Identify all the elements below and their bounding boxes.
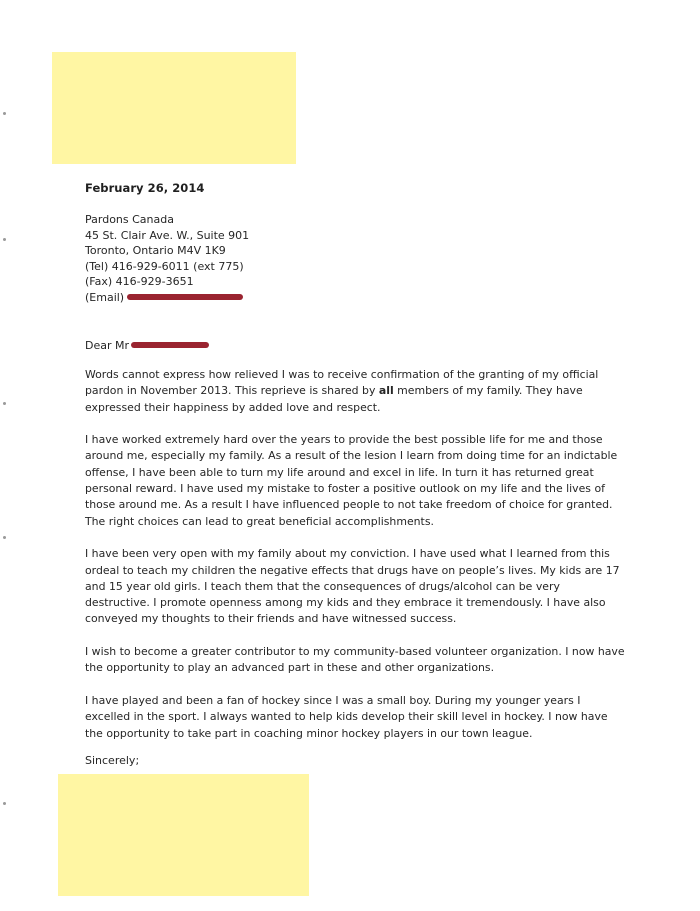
address-line-tel: (Tel) 416-929-6011 (ext 775) — [85, 259, 244, 273]
closing: Sincerely; — [85, 754, 140, 767]
letter-body — [85, 367, 625, 758]
paragraph-community: I wish to become a greater contributor to my community-based volunteer organization. I now have the opportunity to play an advanced part in these and other organizations. — [85, 645, 625, 675]
redacted-email-marker — [127, 294, 243, 300]
paragraph-relief-bold: all — [378, 384, 394, 398]
scan-speck — [3, 802, 6, 805]
paragraph-relief-text-b: members of my family. They have expressed their happiness by added love and respect. — [85, 384, 583, 414]
address-line-email — [85, 290, 249, 306]
paragraph-relief — [85, 367, 625, 416]
salutation — [85, 339, 209, 352]
paragraph-hard-work: I have worked extremely hard over the years to provide the best possible life for me and those around me, especially my family. As a result of the lesion I learn from doing time for an indictable offense, I have been able to turn my life around and excel in life. In turn it has returned great personal reward. I have used my mistake to foster a positive outlook on my life and the lives of those around me. As a result I have influenced people to not take freedom of choice for granted. The right choices can lead to great beneficial accomplishments. — [85, 433, 618, 528]
paragraph-relief-text-a: Words cannot express how relieved I was to receive confirmation of the granting of my official pardon in November 2013. This reprieve is shared by — [85, 368, 599, 398]
letter-date: February 26, 2014 — [85, 181, 205, 195]
redacted-signature-block — [58, 774, 309, 896]
address-line-street: 45 St. Clair Ave. W., Suite 901 — [85, 228, 250, 242]
scan-speck — [3, 536, 6, 539]
recipient-address — [85, 212, 249, 306]
paragraph-family: I have been very open with my family about my conviction. I have used what I learned from this ordeal to teach my children the negative effects that drugs have on people’s lives. My kids are 17 and 15 year old girls. I teach them that the consequences of drugs/alcohol can be very destructive. I promote openness among my kids and they embrace it tremendously. I have also conveyed my thoughts to their friends and have witnessed success. — [85, 547, 620, 626]
salutation-text: Dear Mr — [85, 339, 130, 352]
scan-speck — [3, 112, 6, 115]
email-label: (Email) — [85, 290, 125, 304]
redacted-sender-block — [52, 52, 296, 164]
address-line-fax: (Fax) 416-929-3651 — [85, 275, 194, 289]
address-line-city: Toronto, Ontario M4V 1K9 — [85, 244, 226, 258]
paragraph-hockey: I have played and been a fan of hockey since I was a small boy. During my younger years I excelled in the sport. I always wanted to help kids develop their skill level in hockey. I now have the opportunity to take part in coaching minor hockey players in our town league. — [85, 693, 608, 740]
address-line-org: Pardons Canada — [85, 213, 174, 226]
scan-speck — [3, 402, 6, 405]
redacted-name-marker — [131, 342, 209, 348]
scan-speck — [3, 238, 6, 241]
